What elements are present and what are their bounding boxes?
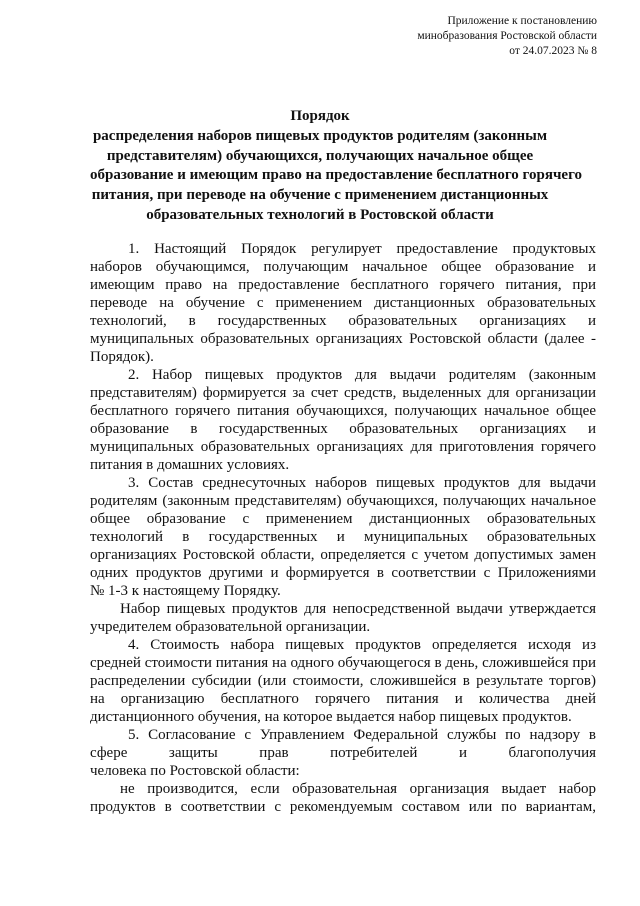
text-line: № 1-3 к настоящему Порядку. xyxy=(90,583,281,599)
paragraph-5 xyxy=(90,726,596,780)
appendix-note-line: от 24.07.2023 № 8 xyxy=(509,45,597,57)
appendix-note-line: минобразования Ростовской области xyxy=(417,30,597,42)
paragraph-5-clause xyxy=(90,780,596,816)
text-line: Порядок). xyxy=(90,349,154,365)
text-line: учредителем образовательной организации. xyxy=(90,619,371,635)
text-line: организациях Ростовской области, определяется с учетом допустимых замен xyxy=(90,547,596,563)
text-line: технологий, в государственных образовательных организациях и xyxy=(90,313,596,329)
text-line: дистанционного обучения, на которое выдается набор пищевых продуктов. xyxy=(90,709,572,725)
text-line: бесплатного горячего питания обучающихся, получающих начальное общее xyxy=(90,403,596,419)
text-line: распределении субсидии (или стоимости, сложившейся в результате торгов) xyxy=(90,673,596,689)
text-line: муниципальных образовательных организациях для приготовления горячего xyxy=(90,439,596,455)
title-line: питания, при переводе на обучение с применением дистанционных xyxy=(91,187,549,204)
appendix-note xyxy=(417,14,597,59)
paragraph-3-note xyxy=(90,600,596,636)
text-line: Набор пищевых продуктов для непосредственной выдачи утверждается xyxy=(120,601,596,617)
title-line: Порядок xyxy=(290,108,350,124)
text-line: имеющим право на предоставление бесплатного горячего питания, при xyxy=(90,277,596,293)
title-line: распределения наборов пищевых продуктов родителям (законным xyxy=(92,127,548,144)
paragraph-3 xyxy=(90,474,596,600)
text-line: 4. Стоимость набора пищевых продуктов определяется исходя из xyxy=(128,637,596,653)
appendix-note-line: Приложение к постановлению xyxy=(447,15,597,27)
text-line: на организацию бесплатного горячего питания и количества дней xyxy=(90,691,596,707)
text-line: не производится, если образовательная организация выдает набор xyxy=(120,781,596,797)
title-line: представителям) обучающихся, получающих начальное общее xyxy=(106,147,534,164)
paragraph-2 xyxy=(90,366,596,474)
title-line: образовательных технологий в Ростовской области xyxy=(146,206,494,223)
text-line: одних продуктов другими и формируется в соответствии с Приложениями xyxy=(90,565,596,581)
text-line: 5. Согласование с Управлением Федеральной службы по надзору в xyxy=(128,727,596,743)
text-line: сфере защиты прав потребителей и благополучия xyxy=(90,745,596,761)
text-line: наборов обучающимся, получающим начальное общее образование и xyxy=(90,259,596,275)
paragraph-1 xyxy=(90,240,596,366)
text-line: переводе на обучение с применением дистанционных образовательных xyxy=(90,295,596,311)
text-line: человека по Ростовской области: xyxy=(90,763,300,779)
text-line: 3. Состав среднесуточных наборов пищевых продуктов для выдачи xyxy=(128,475,596,491)
text-line: 2. Набор пищевых продуктов для выдачи родителям (законным xyxy=(128,367,596,383)
text-line: муниципальных образовательных организациях Ростовской области (далее - xyxy=(90,331,596,347)
text-line: образование в государственных образовательных организациях и xyxy=(90,421,596,437)
text-line: представителям) формируется за счет средств, выделенных для организации xyxy=(90,385,596,401)
document-body xyxy=(90,240,596,816)
text-line: 1. Настоящий Порядок регулирует предоставление продуктовых xyxy=(128,241,596,257)
text-line: питания в домашних условиях. xyxy=(90,457,290,473)
paragraph-4 xyxy=(90,636,596,726)
document-title xyxy=(90,107,583,226)
title-line: образование и имеющим право на предоставление бесплатного горячего xyxy=(90,167,583,184)
text-line: средней стоимости питания на одного обучающегося в день, сложившейся при xyxy=(90,655,596,671)
text-line: продуктов в соответствии с рекомендуемым составом или по вариантам, xyxy=(90,799,596,815)
text-line: родителям (законным представителям) обучающихся, получающих начальное xyxy=(90,493,596,509)
text-line: общее образование с применением дистанционных образовательных xyxy=(90,511,596,527)
text-line: технологий в государственных и муниципальных образовательных xyxy=(90,529,596,545)
